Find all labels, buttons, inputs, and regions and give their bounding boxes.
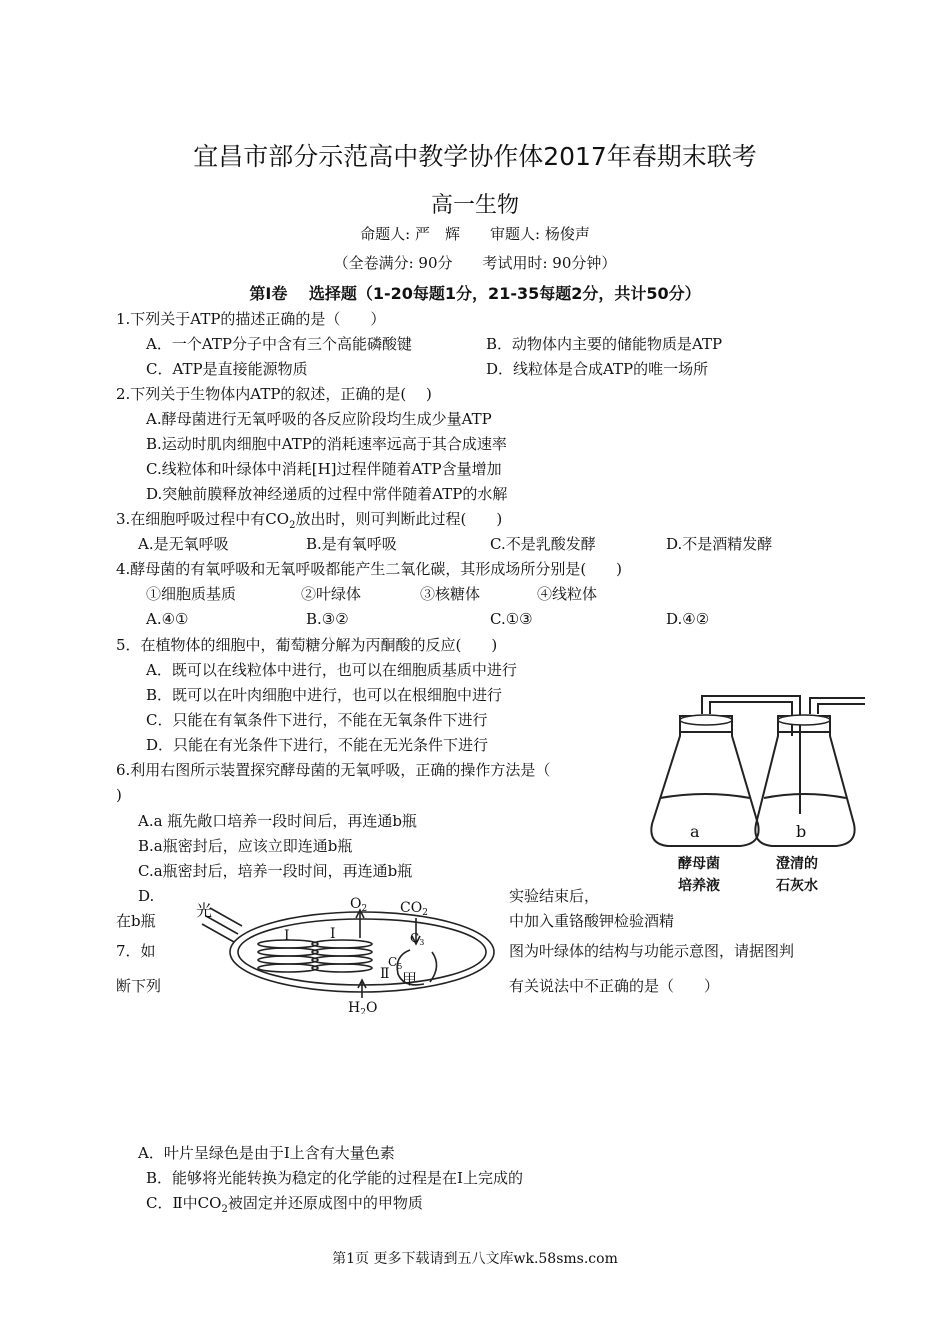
q4-option-b: B.③② (306, 610, 349, 628)
q2-option-d: D.突触前膜释放神经递质的过程中常伴随着ATP的水解 (146, 485, 508, 503)
q4-item-3: ③核糖体 (420, 585, 481, 603)
q2-stem: 2.下列关于生物体内ATP的叙述，正确的是( ) (116, 385, 432, 403)
q5-option-a: A．既可以在线粒体中进行，也可以在细胞质基质中进行 (146, 661, 517, 679)
q7-stem-line2b: 有关说法中不正确的是（ ） (509, 977, 720, 995)
q7-stem-line2a: 断下列 (116, 977, 162, 995)
exam-title: 宜昌市部分示范高中教学协作体2017年春期末联考 (193, 142, 757, 171)
c3-label: $C_3$ (410, 931, 425, 947)
q7-stem-b: 图为叶绿体的结构与功能示意图，请据图判 (509, 942, 795, 960)
section-heading: 第Ⅰ卷 选择题（1-20每题1分，21-35每题2分，共计50分） (249, 284, 701, 303)
q5-stem: 5．在植物体的细胞中，葡萄糖分解为丙酮酸的反应( ) (116, 636, 498, 654)
q1-option-b: B．动物体内主要的储能物质是ATP (486, 335, 723, 353)
q6-option-d-prefix: D. (138, 887, 155, 905)
thylakoid-label-1: I (284, 928, 290, 944)
q4-item-4: ④线粒体 (537, 585, 598, 603)
exam-info: （全卷满分: 90分 考试用时: 90分钟） (333, 254, 617, 272)
q3-option-b: B.是有氧呼吸 (306, 535, 397, 553)
co2-label: $CO_2$ (400, 900, 428, 918)
chloroplast-figure (180, 894, 500, 1014)
q3-stem: 3.在细胞呼吸过程中有$CO_2$放出时，则可判断此过程( ) (116, 510, 503, 531)
q7-stem-a: 7．如 (116, 942, 156, 960)
stroma-label: Ⅱ (380, 966, 390, 982)
q5-option-d: D．只能在有光条件下进行，不能在无光条件下进行 (146, 736, 489, 754)
flask-b-label: b (796, 822, 807, 841)
q4-item-2: ②叶绿体 (301, 585, 362, 603)
flask-a-caption-1: 酵母菌 (678, 856, 720, 872)
q6-option-c: C.a瓶密封后，培养一段时间，再连通b瓶 (138, 862, 413, 880)
q7-option-c: C．Ⅱ中$CO_2$被固定并还原成图中的甲物质 (146, 1194, 423, 1215)
q5-option-c: C．只能在有氧条件下进行，不能在无氧条件下进行 (146, 711, 488, 729)
q1-stem: 1.下列关于ATP的描述正确的是（ ） (116, 310, 386, 328)
flask-b-caption-2: 石灰水 (776, 878, 818, 894)
q4-option-c: C.①③ (490, 610, 533, 628)
light-label: 光 (196, 901, 213, 920)
flask-b-caption-1: 澄清的 (776, 856, 818, 872)
q4-option-d: D.④② (666, 610, 710, 628)
q4-stem: 4.酵母菌的有氧呼吸和无氧呼吸都能产生二氧化碳，其形成场所分别是( ) (116, 560, 623, 578)
authors-line: 命题人: 严 辉 审题人: 杨俊声 (360, 225, 590, 243)
q7-option-a: A．叶片呈绿色是由于Ⅰ上含有大量色素 (138, 1144, 395, 1162)
q6-stem: 6.利用右图所示装置探究酵母菌的无氧呼吸，正确的操作方法是（ (116, 761, 551, 779)
q6-option-a: A.a 瓶先敞口培养一段时间后，再连通b瓶 (138, 812, 417, 830)
jia-label: 甲 (402, 970, 418, 988)
o2-label: $O_2$ (350, 896, 368, 914)
q6-stem-end: ) (116, 786, 122, 804)
q1-option-c: C．ATP是直接能源物质 (146, 360, 308, 378)
q4-option-a: A.④① (146, 610, 189, 628)
page-footer: 第1页 更多下载请到五八文库wk.58sms.com (332, 1251, 618, 1267)
flask-a-label: a (690, 822, 700, 841)
q6-option-d-line2a: 在b瓶 (116, 912, 156, 930)
q3-option-c: C.不是乳酸发酵 (490, 535, 596, 553)
q2-option-c: C.线粒体和叶绿体中消耗[H]过程伴随着ATP含量增加 (146, 460, 502, 478)
flask-a-caption-2: 培养液 (678, 878, 720, 894)
q1-option-d: D．线粒体是合成ATP的唯一场所 (486, 360, 709, 378)
q6-option-d-text: 实验结束后， (509, 887, 600, 905)
c5-label: $C_5$ (388, 955, 403, 971)
subject-title: 高一生物 (430, 193, 519, 218)
q6-option-b: B.a瓶密封后，应该立即连通b瓶 (138, 837, 353, 855)
q3-option-a: A.是无氧呼吸 (138, 535, 229, 553)
q5-option-b: B．既可以在叶肉细胞中进行，也可以在根细胞中进行 (146, 686, 503, 704)
h2o-label: $H_2O$ (348, 1000, 378, 1014)
q6-option-d-line2b: 中加入重铬酸钾检验酒精 (509, 912, 675, 930)
thylakoid-label-2: I (330, 926, 336, 942)
q3-option-d: D.不是酒精发酵 (666, 535, 773, 553)
q7-option-b: B．能够将光能转换为稳定的化学能的过程是在Ⅰ上完成的 (146, 1169, 523, 1187)
q2-option-a: A.酵母菌进行无氧呼吸的各反应阶段均生成少量ATP (146, 410, 492, 428)
q4-item-1: ①细胞质基质 (146, 585, 237, 603)
q1-option-a: A．一个ATP分子中含有三个高能磷酸键 (146, 335, 412, 353)
flask-apparatus-figure (640, 686, 875, 900)
q2-option-b: B.运动时肌肉细胞中ATP的消耗速率远高于其合成速率 (146, 435, 507, 453)
